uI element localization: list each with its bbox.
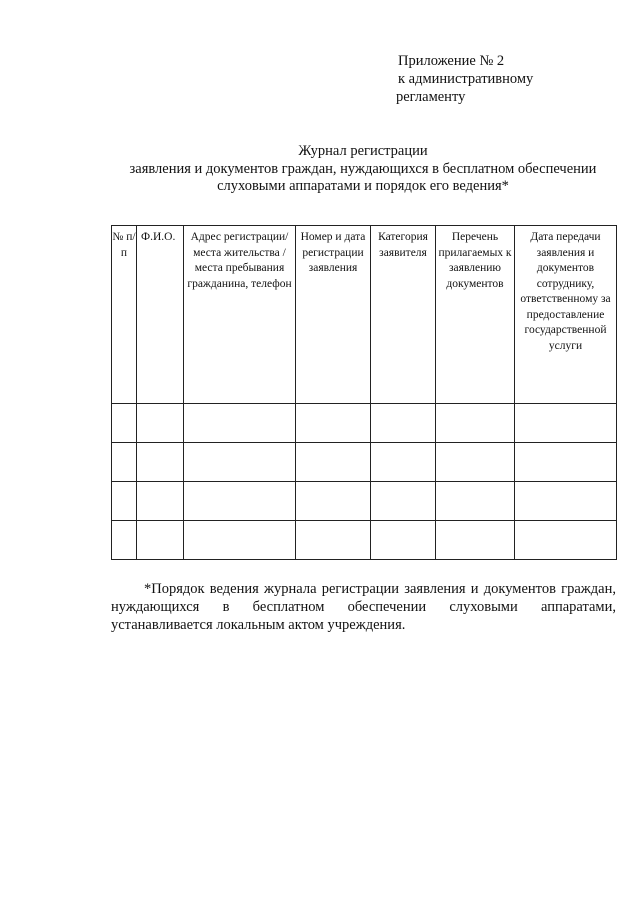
appendix-subtitle-end: регламенту — [396, 89, 466, 105]
title-line-1: Журнал регистрации — [298, 143, 428, 159]
header-documents-list: Перечень прилагаемых к заявлению документов — [436, 226, 515, 404]
table-cell — [371, 482, 436, 521]
header-full-name: Ф.И.О. — [137, 226, 184, 404]
table-cell — [137, 482, 184, 521]
table-cell — [296, 482, 371, 521]
table-cell — [515, 404, 617, 443]
header-applicant-category: Категория заявителя — [371, 226, 436, 404]
registration-journal-table — [111, 225, 617, 560]
table-cell — [137, 443, 184, 482]
table-cell — [371, 521, 436, 560]
header-transfer-date: Дата передачи заявления и документов сотруднику, ответственному за предоставление государственной услуги — [515, 226, 617, 404]
table-row — [112, 521, 617, 560]
table-cell — [184, 482, 296, 521]
table-cell — [371, 443, 436, 482]
footnote-text: *Порядок ведения журнала регистрации заявления и документов граждан, нуждающихся в бесплатном обеспечении слуховыми аппаратами, устанавливается локальным актом учреждения. — [111, 581, 616, 633]
table-cell — [296, 443, 371, 482]
table-cell — [112, 443, 137, 482]
table-body — [112, 404, 617, 560]
table-cell — [296, 521, 371, 560]
table-row — [112, 404, 617, 443]
table-header-row — [112, 226, 617, 404]
header-registration-number-date: Номер и дата регистрации заявления — [296, 226, 371, 404]
table-cell — [515, 443, 617, 482]
table-cell — [371, 404, 436, 443]
table-cell — [515, 482, 617, 521]
table-cell — [137, 521, 184, 560]
header-address: Адрес регистрации/места жительства /места пребывания гражданина, телефон — [184, 226, 296, 404]
table-cell — [184, 404, 296, 443]
footnote — [111, 580, 616, 634]
title-line-2: заявления и документов граждан, нуждающихся в бесплатном обеспечении — [129, 160, 597, 177]
table-cell — [436, 521, 515, 560]
table-cell — [112, 404, 137, 443]
table-cell — [112, 521, 137, 560]
table-cell — [436, 443, 515, 482]
document-title — [108, 143, 618, 196]
table-cell — [112, 482, 137, 521]
table-cell — [184, 521, 296, 560]
table-cell — [184, 443, 296, 482]
appendix-subtitle: к административному — [398, 71, 534, 87]
table-cell — [515, 521, 617, 560]
table-row — [112, 482, 617, 521]
title-line-3: слуховыми аппаратами и порядок его ведения* — [217, 178, 509, 194]
table-cell — [436, 404, 515, 443]
table-cell — [436, 482, 515, 521]
table-row — [112, 443, 617, 482]
appendix-number: Приложение № 2 — [398, 53, 505, 69]
header-number: № п/п — [112, 226, 137, 404]
appendix-reference — [392, 52, 533, 106]
table-cell — [137, 404, 184, 443]
table-cell — [296, 404, 371, 443]
